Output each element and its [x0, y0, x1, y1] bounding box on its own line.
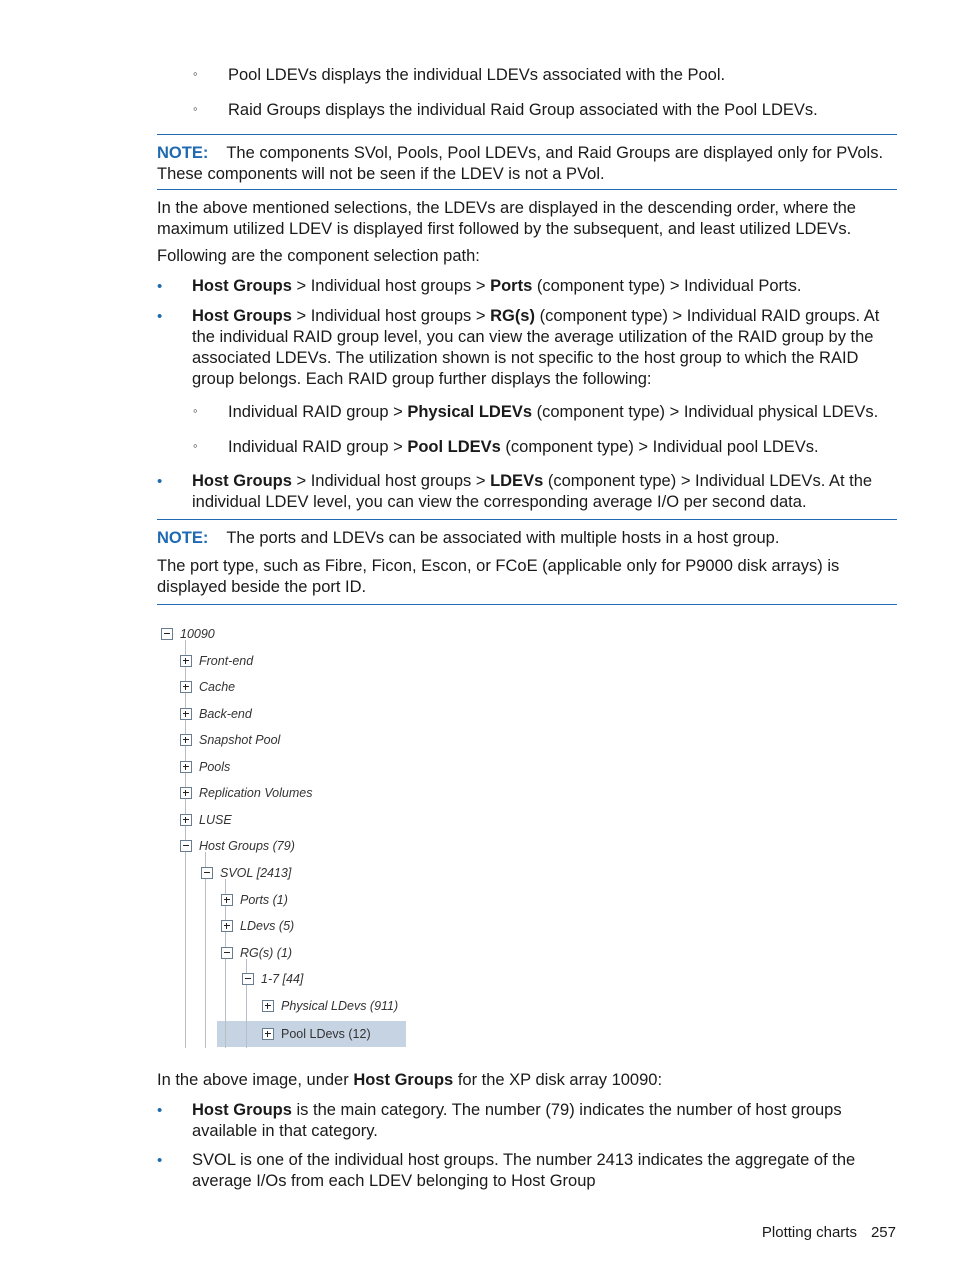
expand-icon[interactable]: [180, 761, 192, 773]
expand-icon[interactable]: [221, 894, 233, 906]
paragraph-line: In the above mentioned selections, the LDEVs are displayed in the descending order, where the: [157, 199, 856, 217]
tree-node-label: Replication Volumes: [199, 786, 313, 800]
note-top-rule: [157, 134, 897, 135]
component-tree-figure: [157, 620, 417, 1060]
page-number: 257: [870, 1224, 896, 1241]
list-item-text: SVOL is one of the individual host groups. The number 2413 indicates the aggregate of the average I/Os from each LDEV belonging to Host Group: [192, 1151, 856, 1190]
paragraph: In the above image, under Host Groups for the XP disk array 10090:: [157, 1071, 663, 1089]
sub-bullet-marker: ◦: [193, 403, 198, 418]
note-text: These components will not be seen if the LDEV is not a PVol.: [157, 165, 605, 183]
expand-icon[interactable]: [180, 787, 192, 799]
list-item-text: Host Groups > Individual host groups > Ports (component type) > Individual Ports.: [192, 277, 802, 295]
expand-icon[interactable]: [262, 1028, 274, 1040]
collapse-icon[interactable]: [242, 973, 254, 985]
expand-icon[interactable]: [180, 708, 192, 720]
note-box: [157, 143, 897, 185]
note-text: The port type, such as Fibre, Ficon, Escon, or FCoE (applicable only for P9000 disk arrays) is displayed beside the port ID.: [157, 557, 840, 596]
tree-node-label: 1-7 [44]: [261, 972, 304, 986]
sub-bullet-marker: ◦: [193, 66, 198, 81]
tree-node-label: 10090: [180, 627, 215, 641]
note-top-rule: [157, 519, 897, 520]
expand-icon[interactable]: [221, 920, 233, 932]
tree-node-label: Pools: [199, 760, 231, 774]
tree-node-label: Host Groups (79): [199, 839, 295, 853]
tree-node-label: Back-end: [199, 707, 252, 721]
note-bottom-rule: [157, 604, 897, 605]
list-item-text: Host Groups > Individual host groups > RG(s) (component type) > Individual RAID groups. At the individual RAID group level, you can view the average utilization of the RAID group by the associated LDEVs. The utilization shown is not specific to the host group to which the RAID group belongs. Each RAID group further displays the following:: [192, 307, 880, 388]
note-bottom-rule: [157, 189, 897, 190]
list-item-text: Host Groups > Individual host groups > LDEVs (component type) > Individual LDEVs. At the individual LDEV level, you can view the corresponding average I/O per second data.: [192, 472, 873, 511]
note-text: The ports and LDEVs can be associated with multiple hosts in a host group.: [226, 529, 780, 547]
collapse-icon[interactable]: [201, 867, 213, 879]
tree-node-label: Pool LDevs (12): [281, 1027, 371, 1041]
bullet-marker: •: [157, 308, 163, 325]
sub-bullet-marker: ◦: [193, 101, 198, 116]
list-item-text: Individual RAID group > Physical LDEVs (component type) > Individual physical LDEVs.: [228, 403, 879, 421]
collapse-icon[interactable]: [180, 840, 192, 852]
note-label: NOTE:: [157, 144, 209, 162]
bullet-marker: •: [157, 1102, 163, 1119]
paragraph: [157, 198, 897, 240]
tree-guide-line: [205, 852, 206, 1048]
collapse-icon[interactable]: [221, 947, 233, 959]
footer-section-title: Plotting charts: [761, 1224, 857, 1241]
tree-node-label: Front-end: [199, 654, 254, 668]
collapse-icon[interactable]: [161, 628, 173, 640]
tree-node-label: LDevs (5): [240, 919, 295, 933]
expand-icon[interactable]: [180, 681, 192, 693]
note-label: NOTE:: [157, 529, 209, 547]
tree-node-label: Physical LDevs (911): [281, 999, 399, 1013]
sub-bullet-marker: ◦: [193, 438, 198, 453]
paragraph-line: maximum utilized LDEV is displayed first followed by the subsequent, and least utilized LDEVs.: [157, 220, 852, 238]
expand-icon[interactable]: [180, 655, 192, 667]
tree-node-label: RG(s) (1): [240, 946, 293, 960]
bullet-marker: •: [157, 473, 163, 490]
tree-node-label: Snapshot Pool: [199, 733, 281, 747]
list-item-text: Individual RAID group > Pool LDEVs (component type) > Individual pool LDEVs.: [228, 438, 819, 456]
expand-icon[interactable]: [180, 814, 192, 826]
list-item-text: Host Groups is the main category. The number (79) indicates the number of host groups available in that category.: [192, 1101, 842, 1140]
expand-icon[interactable]: [262, 1000, 274, 1012]
bullet-marker: •: [157, 1152, 163, 1169]
tree-node-label: SVOL [2413]: [220, 866, 292, 880]
expand-icon[interactable]: [180, 734, 192, 746]
tree-node-label: Cache: [199, 680, 236, 694]
list-item-text: Pool LDEVs displays the individual LDEVs associated with the Pool.: [228, 66, 726, 84]
tree-node-label: LUSE: [199, 813, 232, 827]
list-item-text: Raid Groups displays the individual Raid Group associated with the Pool LDEVs.: [228, 101, 818, 119]
note-text: The components SVol, Pools, Pool LDEVs, and Raid Groups are displayed only for PVols.: [226, 144, 884, 162]
page-footer: [762, 1222, 896, 1243]
note-box: [157, 528, 897, 598]
bullet-marker: •: [157, 278, 163, 295]
paragraph: Following are the component selection path:: [157, 247, 480, 265]
tree-node-label: Ports (1): [240, 893, 288, 907]
